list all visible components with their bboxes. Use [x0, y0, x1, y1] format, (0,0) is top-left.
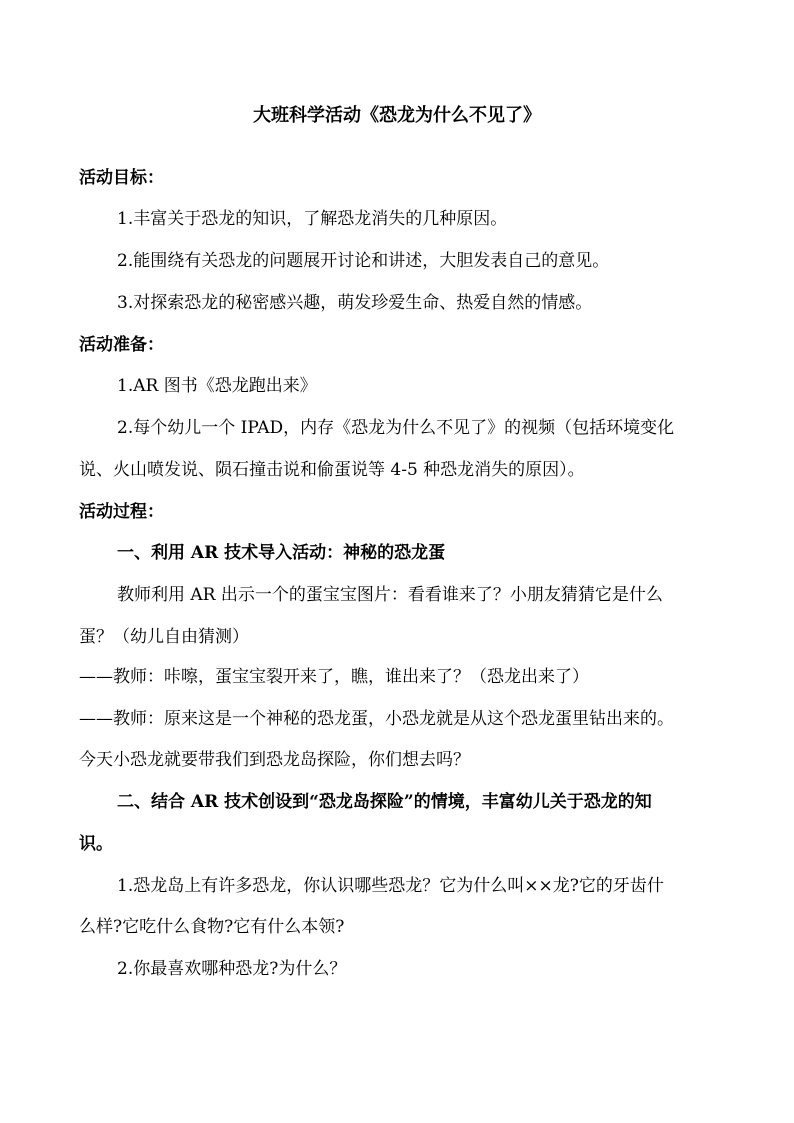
- section-heading-process: 活动过程：: [79, 502, 164, 522]
- dialogue-line-2: ——教师：原来这是一个神秘的恐龙蛋，小恐龙就是从这个恐龙蛋里钻出来的。: [79, 709, 674, 729]
- process-step-1-heading: 一、利用 AR 技术导入活动：神秘的恐龙蛋: [117, 543, 446, 563]
- section-heading-goals: 活动目标：: [79, 168, 164, 188]
- document-title: 大班科学活动《恐龙为什么不见了》: [253, 105, 541, 126]
- process-paragraph-continued: 蛋？（幼儿自由猜测）: [79, 627, 249, 647]
- question-item-2: 2.你最喜欢哪种恐龙?为什么？: [117, 959, 347, 979]
- dialogue-line-2-continued: 今天小恐龙就要带我们到恐龙岛探险，你们想去吗？: [79, 750, 470, 770]
- process-step-2-heading-continued: 识。: [79, 834, 113, 854]
- process-paragraph: 教师利用 AR 出示一个的蛋宝宝图片：看看谁来了？小朋友猜猜它是什么: [117, 585, 663, 605]
- dialogue-line-1: ——教师：咔嚓，蛋宝宝裂开来了，瞧，谁出来了？（恐龙出来了）: [79, 667, 589, 687]
- question-item-1: 1.恐龙岛上有许多恐龙，你认识哪些恐龙？它为什么叫××龙?它的牙齿什: [117, 876, 664, 896]
- section-heading-preparation: 活动准备：: [79, 335, 164, 355]
- preparation-item-1: 1.AR 图书《恐龙跑出来》: [117, 376, 317, 396]
- process-step-2-heading: 二、结合 AR 技术创设到“恐龙岛探险”的情境，丰富幼儿关于恐龙的知: [117, 792, 652, 812]
- goal-item-2: 2.能围绕有关恐龙的问题展开讨论和讲述，大胆发表自己的意见。: [117, 251, 610, 271]
- preparation-item-2-continued: 说、火山喷发说、陨石撞击说和偷蛋说等 4-5 种恐龙消失的原因）。: [79, 460, 585, 480]
- preparation-item-2: 2.每个幼儿一个 IPAD，内存《恐龙为什么不见了》的视频（包括环境变化: [117, 418, 675, 438]
- goal-item-3: 3.对探索恐龙的秘密感兴趣，萌发珍爱生命、热爱自然的情感。: [117, 293, 593, 313]
- question-item-1-continued: 么样?它吃什么食物?它有什么本领?: [79, 917, 345, 937]
- goal-item-1: 1.丰富关于恐龙的知识，了解恐龙消失的几种原因。: [117, 209, 508, 229]
